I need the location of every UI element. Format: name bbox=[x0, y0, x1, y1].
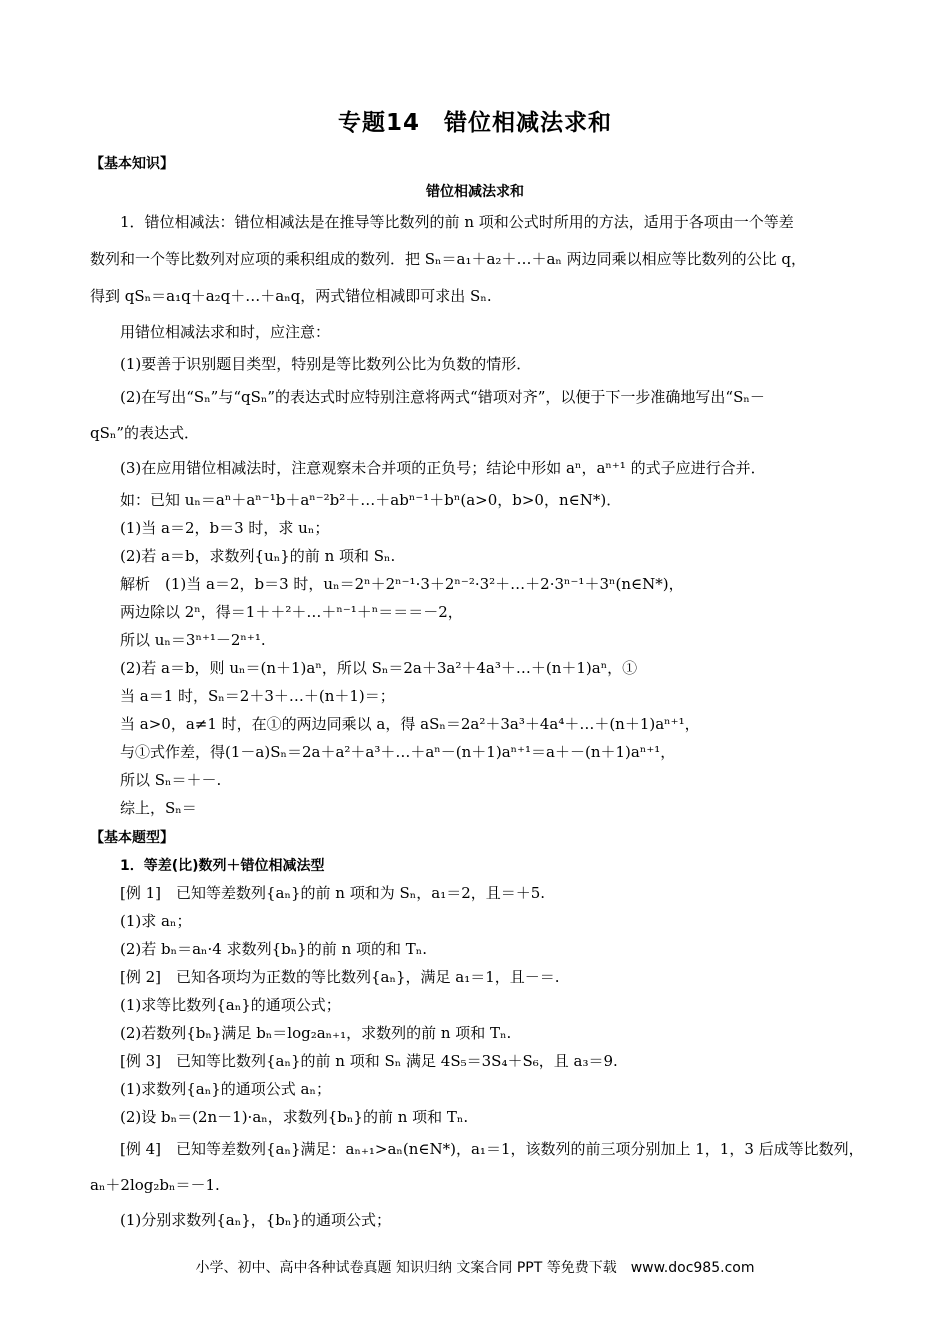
example-question: (2)若 bₙ＝aₙ·4 求数列{bₙ}的前 n 项的和 Tₙ. bbox=[120, 940, 428, 958]
subsection-title: 错位相减法求和 bbox=[426, 184, 524, 200]
solution-line: 当 a>0，a≠1 时，在①的两边同乘以 a，得 aSₙ＝2a²＋3a³＋4a⁴＋…＋(n＋1)aⁿ⁺¹， bbox=[120, 715, 700, 733]
solution-line: 两边除以 2ⁿ，得＝1＋＋²＋…＋ⁿ⁻¹＋ⁿ＝＝＝－2， bbox=[120, 603, 463, 621]
example-question: (2)设 bₙ＝(2n－1)·aₙ，求数列{bₙ}的前 n 项和 Tₙ. bbox=[120, 1108, 469, 1126]
example-question: (2)若数列{bₙ}满足 bₙ＝log₂aₙ₊₁，求数列的前 n 项和 Tₙ. bbox=[120, 1024, 512, 1042]
example-question: (1)求 aₙ； bbox=[120, 912, 192, 930]
section-heading-basic-types: 【基本题型】 bbox=[90, 830, 174, 846]
solution-line: 与①式作差，得(1－a)Sₙ＝2a＋a²＋a³＋…＋aⁿ－(n＋1)aⁿ⁺¹＝a＋－(n＋1)aⁿ⁺¹， bbox=[120, 743, 676, 761]
example-statement: [例 3] 已知等比数列{aₙ}的前 n 项和 Sₙ 满足 4S₅＝3S₄＋S₆，且 a₃＝9. bbox=[120, 1052, 618, 1070]
example-question: (1)求数列{aₙ}的通项公式 aₙ； bbox=[120, 1080, 331, 1098]
type-title: 1．等差(比)数列＋错位相减法型 bbox=[120, 858, 325, 874]
note-item: (2)在写出“Sₙ”与“qSₙ”的表达式时应特别注意将两式“错项对齐”，以便于下一步准确地写出“Sₙ－ bbox=[120, 388, 765, 406]
knowledge-paragraph-line: 1．错位相减法：错位相减法是在推导等比数列的前 n 项和公式时所用的方法，适用于各项由一个等差 bbox=[120, 213, 794, 231]
solution-line: 所以 Sₙ＝＋－. bbox=[120, 771, 222, 789]
example-intro-line: (1)当 a＝2，b＝3 时，求 uₙ； bbox=[120, 519, 330, 537]
section-heading-basic-knowledge: 【基本知识】 bbox=[90, 156, 174, 172]
solution-line: 解析 (1)当 a＝2，b＝3 时，uₙ＝2ⁿ＋2ⁿ⁻¹·3＋2ⁿ⁻²·3²＋…＋2·3ⁿ⁻¹＋3ⁿ(n∈N*)， bbox=[120, 575, 684, 593]
solution-line: 当 a＝1 时，Sₙ＝2＋3＋…＋(n＋1)＝； bbox=[120, 687, 395, 705]
solution-line: 所以 uₙ＝3ⁿ⁺¹－2ⁿ⁺¹. bbox=[120, 631, 266, 649]
note-item: (3)在应用错位相减法时，注意观察未合并项的正负号；结论中形如 aⁿ，aⁿ⁺¹ 的式子应进行合并． bbox=[120, 459, 766, 477]
knowledge-paragraph-line: 得到 qSₙ＝a₁q＋a₂q＋…＋aₙq，两式错位相减即可求出 Sₙ. bbox=[90, 287, 492, 305]
example-statement: [例 1] 已知等差数列{aₙ}的前 n 项和为 Sₙ，a₁＝2，且＝＋5. bbox=[120, 884, 546, 902]
note-item-continuation: qSₙ”的表达式． bbox=[90, 424, 200, 442]
example-question: (1)求等比数列{aₙ}的通项公式； bbox=[120, 996, 341, 1014]
footer-text: 小学、初中、高中各种试卷真题 知识归纳 文案合同 PPT 等免费下载 www.doc985.com bbox=[195, 1260, 755, 1276]
example-intro-line: (2)若 a＝b，求数列{uₙ}的前 n 项和 Sₙ. bbox=[120, 547, 396, 565]
note-item: (1)要善于识别题目类型，特别是等比数列公比为负数的情形． bbox=[120, 355, 532, 373]
example-intro-line: 如：已知 uₙ＝aⁿ＋aⁿ⁻¹b＋aⁿ⁻²b²＋…＋abⁿ⁻¹＋bⁿ(a>0，b>0，n∈N*)． bbox=[120, 491, 622, 509]
solution-line: 综上，Sₙ＝ bbox=[120, 799, 197, 817]
page-title: 专题14 错位相减法求和 bbox=[337, 110, 612, 136]
example-statement: [例 2] 已知各项均为正数的等比数列{aₙ}，满足 a₁＝1，且－＝. bbox=[120, 968, 560, 986]
example-statement-continuation: aₙ＋2log₂bₙ＝－1. bbox=[90, 1176, 220, 1194]
knowledge-paragraph-line: 数列和一个等比数列对应项的乘积组成的数列．把 Sₙ＝a₁＋a₂＋…＋aₙ 两边同乘以相应等比数列的公比 q， bbox=[90, 250, 807, 268]
solution-line: (2)若 a＝b，则 uₙ＝(n＋1)aⁿ，所以 Sₙ＝2a＋3a²＋4a³＋…＋(n＋1)aⁿ，① bbox=[120, 659, 638, 677]
note-heading: 用错位相减法求和时，应注意： bbox=[120, 323, 331, 341]
example-statement: [例 4] 已知等差数列{aₙ}满足：aₙ₊₁>aₙ(n∈N*)，a₁＝1，该数列的前三项分别加上 1，1，3 后成等比数列， bbox=[120, 1140, 864, 1158]
example-question: (1)分别求数列{aₙ}，{bₙ}的通项公式； bbox=[120, 1211, 391, 1229]
